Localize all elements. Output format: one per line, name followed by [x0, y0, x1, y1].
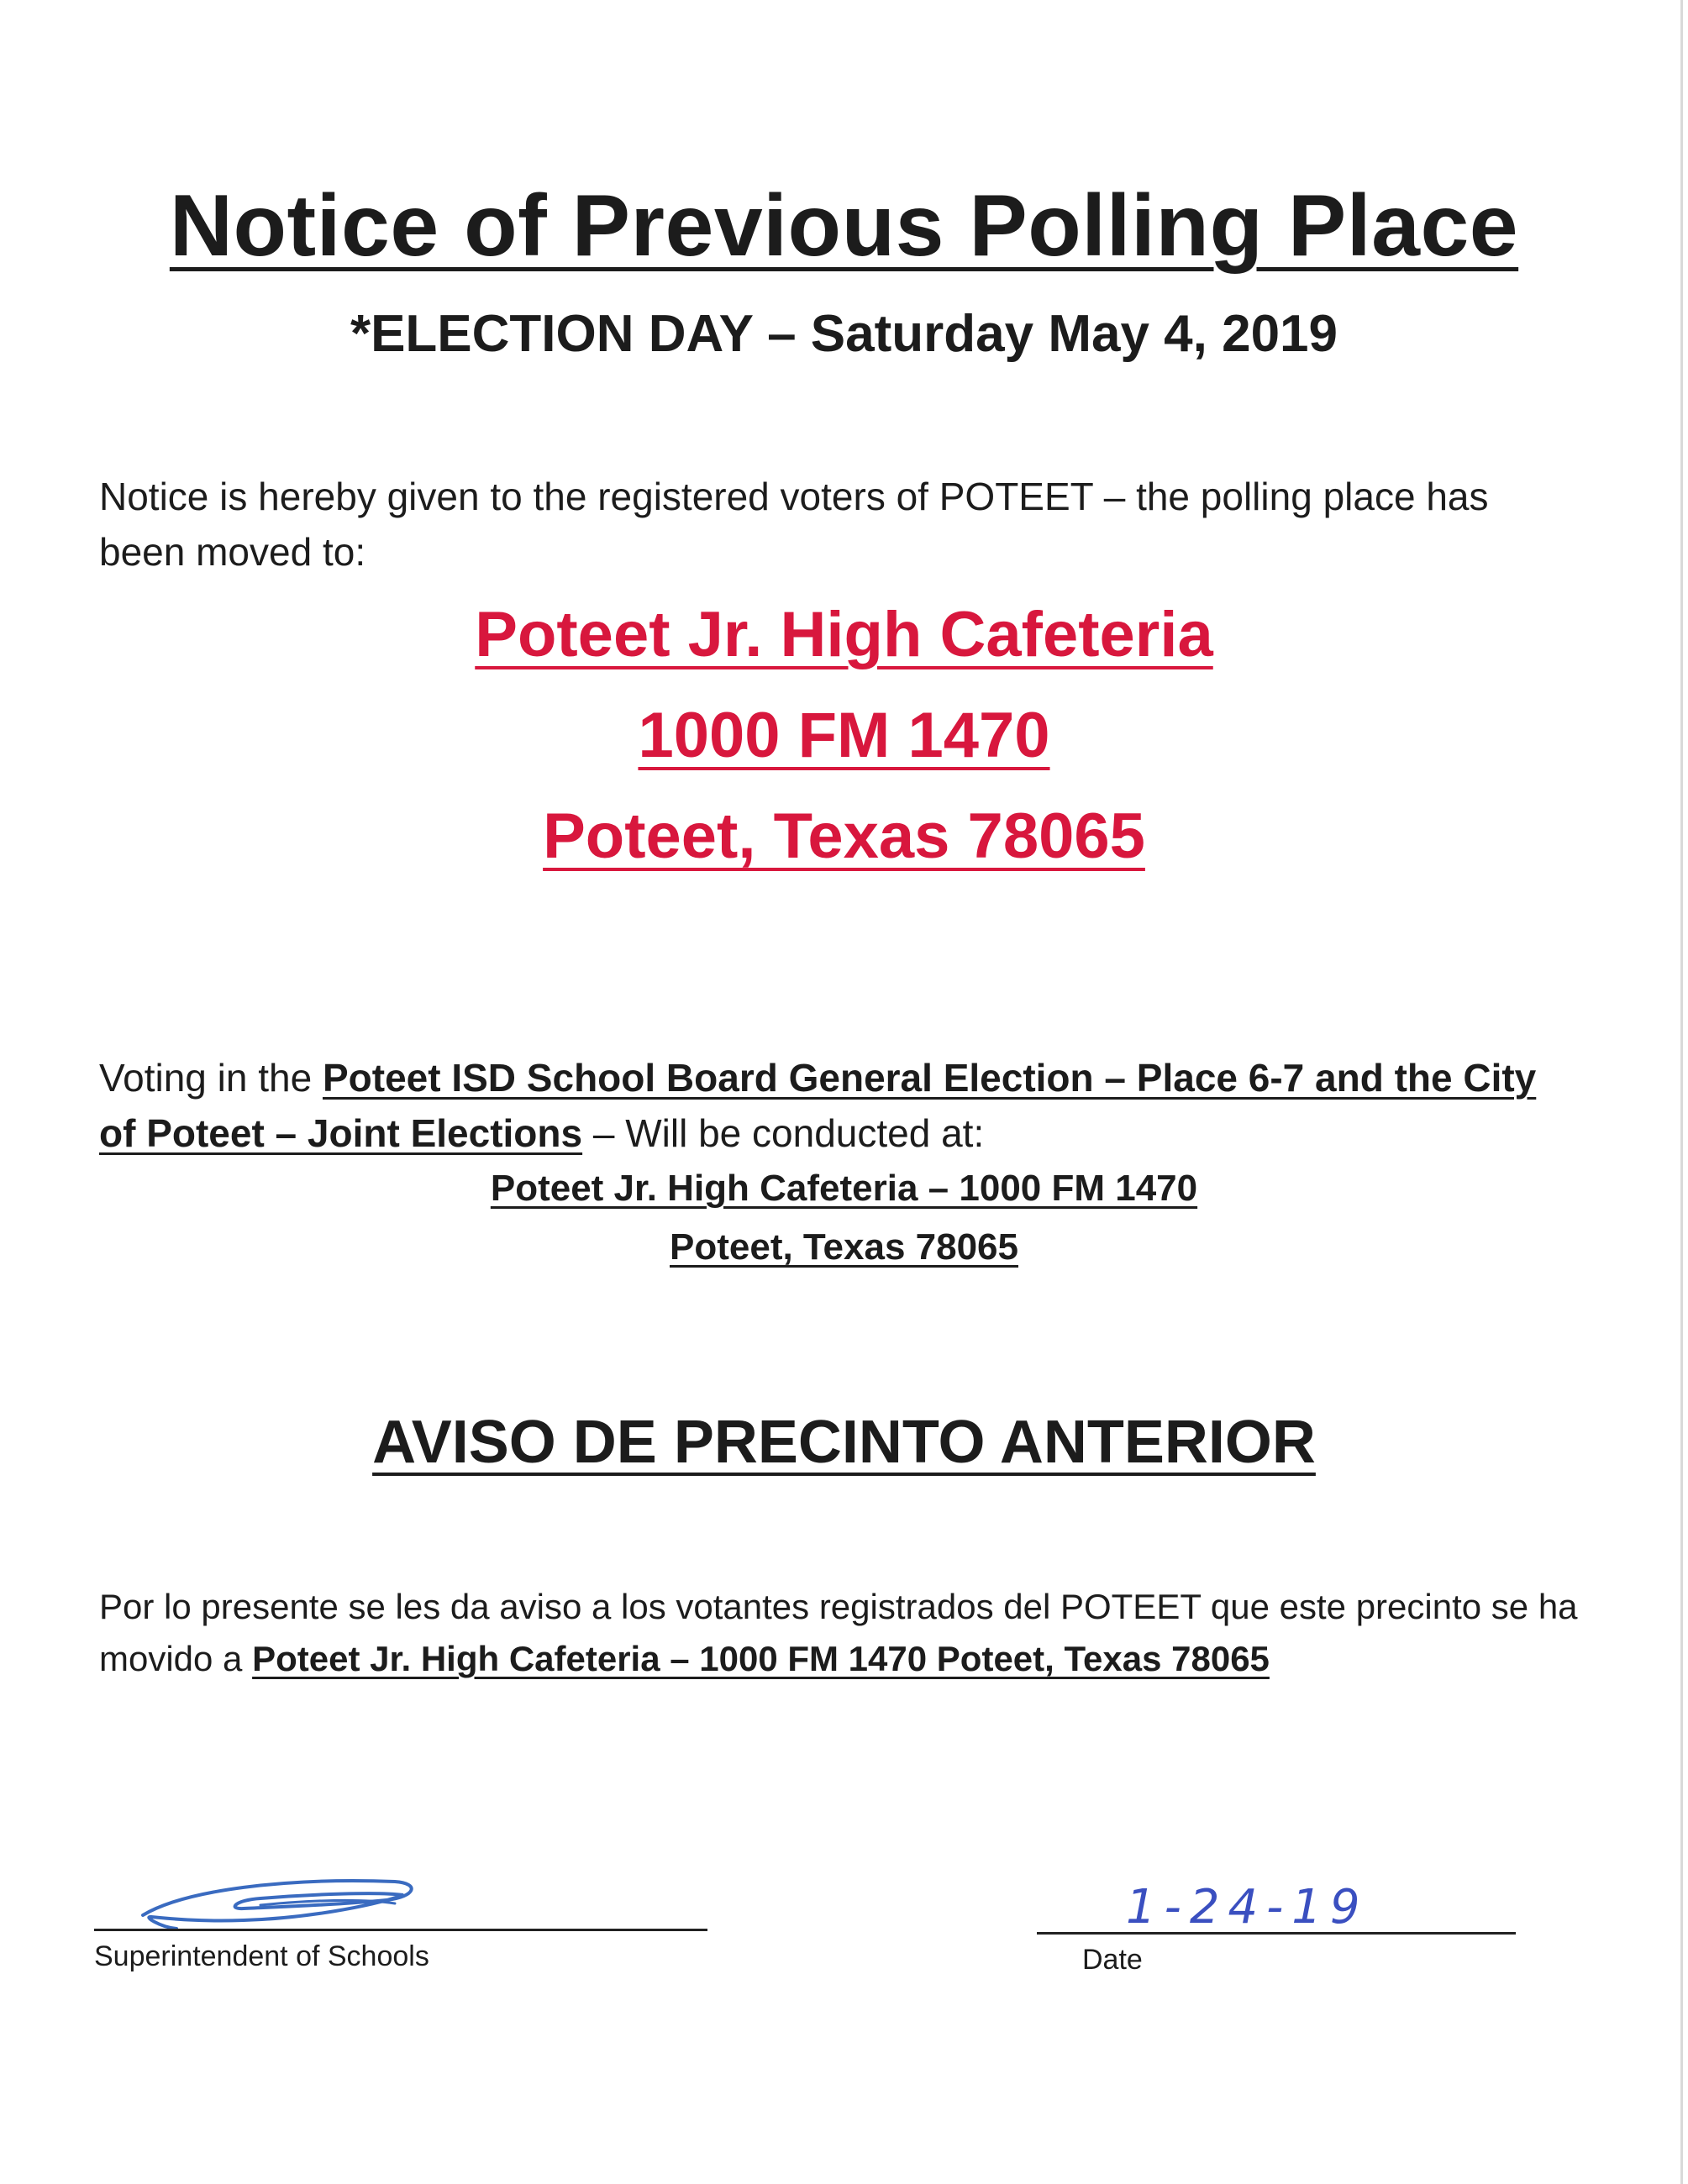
location-street: 1000 FM 1470: [638, 700, 1050, 771]
date-line: [1037, 1932, 1516, 1935]
election-day-subtitle: *ELECTION DAY – Saturday May 4, 2019: [350, 305, 1338, 363]
date-label: Date: [1082, 1944, 1143, 1976]
spanish-text: Por lo presente se les da aviso a los votantes registrados del POTEET que este precinto se ha movido a: [99, 1587, 1578, 1678]
page-title: Notice of Previous Polling Place: [169, 177, 1519, 275]
voting-suffix: – Will be conducted at:: [582, 1111, 985, 1155]
superintendent-signature: [118, 1856, 437, 1940]
voting-address-line1: Poteet Jr. High Cafeteria – 1000 FM 1470: [490, 1168, 1198, 1209]
location-name: Poteet Jr. High Cafeteria: [475, 599, 1213, 670]
voting-paragraph: [99, 1050, 1578, 1161]
spanish-address: Poteet Jr. High Cafeteria – 1000 FM 1470 Poteet, Texas 78065: [252, 1639, 1270, 1678]
notice-intro: Notice is hereby given to the registered voters of POTEET – the polling place has been moved to:: [99, 475, 1489, 574]
handwritten-date: 1-24-19: [1126, 1880, 1369, 1935]
superintendent-label: Superintendent of Schools: [94, 1940, 429, 1972]
superintendent-signature-line: [94, 1929, 707, 1931]
voting-address-line2: Poteet, Texas 78065: [670, 1226, 1018, 1268]
election-name: Poteet ISD School Board General Election – Place 6-7 and the City of Poteet – Joint Elections: [99, 1056, 1537, 1155]
spanish-paragraph: [99, 1581, 1578, 1685]
spanish-heading: AVISO DE PRECINTO ANTERIOR: [372, 1409, 1316, 1476]
location-city: Poteet, Texas 78065: [543, 801, 1145, 872]
voting-prefix: Voting in the: [99, 1056, 323, 1100]
